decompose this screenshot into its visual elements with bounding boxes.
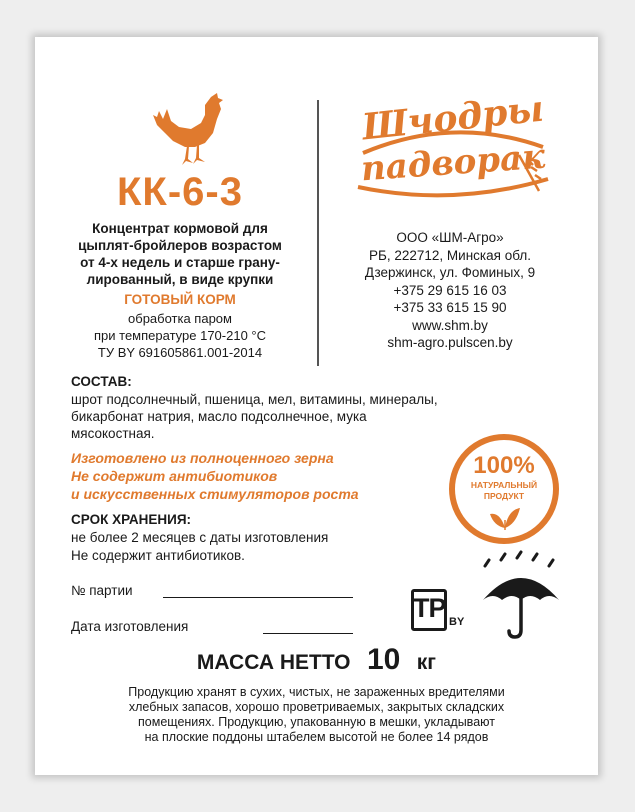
product-claims: Изготовлено из полноценного зерна Не содержит антибиотиков и искусственных стимуляторов роста bbox=[71, 450, 359, 502]
hen-icon bbox=[147, 89, 227, 169]
batch-number-line bbox=[163, 597, 353, 598]
ready-feed-label: ГОТОВЫЙ КОРМ bbox=[124, 292, 236, 307]
batch-number-label: № партии bbox=[71, 583, 133, 598]
tr-mark-sub: BY bbox=[449, 616, 465, 628]
product-code: КК-6-3 bbox=[117, 170, 243, 214]
production-date-field[interactable] bbox=[71, 618, 356, 638]
processing-info: обработка паром при температуре 170-210 °С ТУ BY 691605861.001-2014 bbox=[94, 311, 266, 360]
natural-product-badge bbox=[445, 430, 563, 548]
batch-number-field[interactable] bbox=[71, 582, 356, 602]
vertical-divider bbox=[317, 100, 319, 366]
product-description: Концентрат кормовой для цыплят-бройлеров возрастом от 4-х недель и старше грану- лированный, в виде крупки bbox=[78, 221, 282, 287]
composition-heading: СОСТАВ: bbox=[71, 374, 132, 389]
leaf-icon bbox=[484, 502, 526, 530]
product-label bbox=[35, 37, 598, 775]
storage-conditions: Продукцию хранят в сухих, чистых, не зараженных вредителями хлебных запасов, хорошо проветриваемых, закрытых складских помещениях. Продукцию, упакованную в мешки, укладывают на плоские поддоны штабелем высотой не более 14 рядов bbox=[128, 685, 505, 744]
tr-by-mark bbox=[411, 589, 469, 633]
shelf-life-text: не более 2 месяцев с даты изготовления Не содержит антибиотиков. bbox=[71, 530, 329, 563]
badge-percent: 100% bbox=[473, 452, 535, 479]
brand-logo bbox=[343, 87, 563, 205]
badge-line-2: ПРОДУКТ bbox=[483, 491, 525, 501]
shelf-life-heading: СРОК ХРАНЕНИЯ: bbox=[71, 512, 192, 527]
composition-text: шрот подсолнечный, пшеница, мел, витамины, минералы, бикарбонат натрия, масло подсолнечное, мука мясокостная. bbox=[71, 392, 438, 441]
net-weight bbox=[35, 643, 598, 677]
production-date-label: Дата изготовления bbox=[71, 619, 189, 634]
net-weight-label: МАССА НЕТТО bbox=[196, 651, 351, 674]
logo-line-1: Шчодры bbox=[360, 87, 546, 149]
badge-line-1: НАТУРАЛЬНЫЙ bbox=[470, 480, 538, 490]
logo-line-2: падворак bbox=[359, 136, 547, 190]
net-weight-value: 10 bbox=[366, 643, 401, 676]
keep-dry-umbrella-icon bbox=[479, 550, 563, 640]
production-date-line bbox=[263, 633, 353, 634]
net-weight-unit: кг bbox=[416, 651, 437, 674]
tr-mark-main: TP bbox=[413, 593, 446, 623]
company-info: ООО «ШМ-Агро» РБ, 222712, Минская обл. Дзержинск, ул. Фоминых, 9 +375 29 615 16 03 +375 33 615 15 90 www.shm.by shm-agro.pulscen.by bbox=[364, 230, 536, 350]
